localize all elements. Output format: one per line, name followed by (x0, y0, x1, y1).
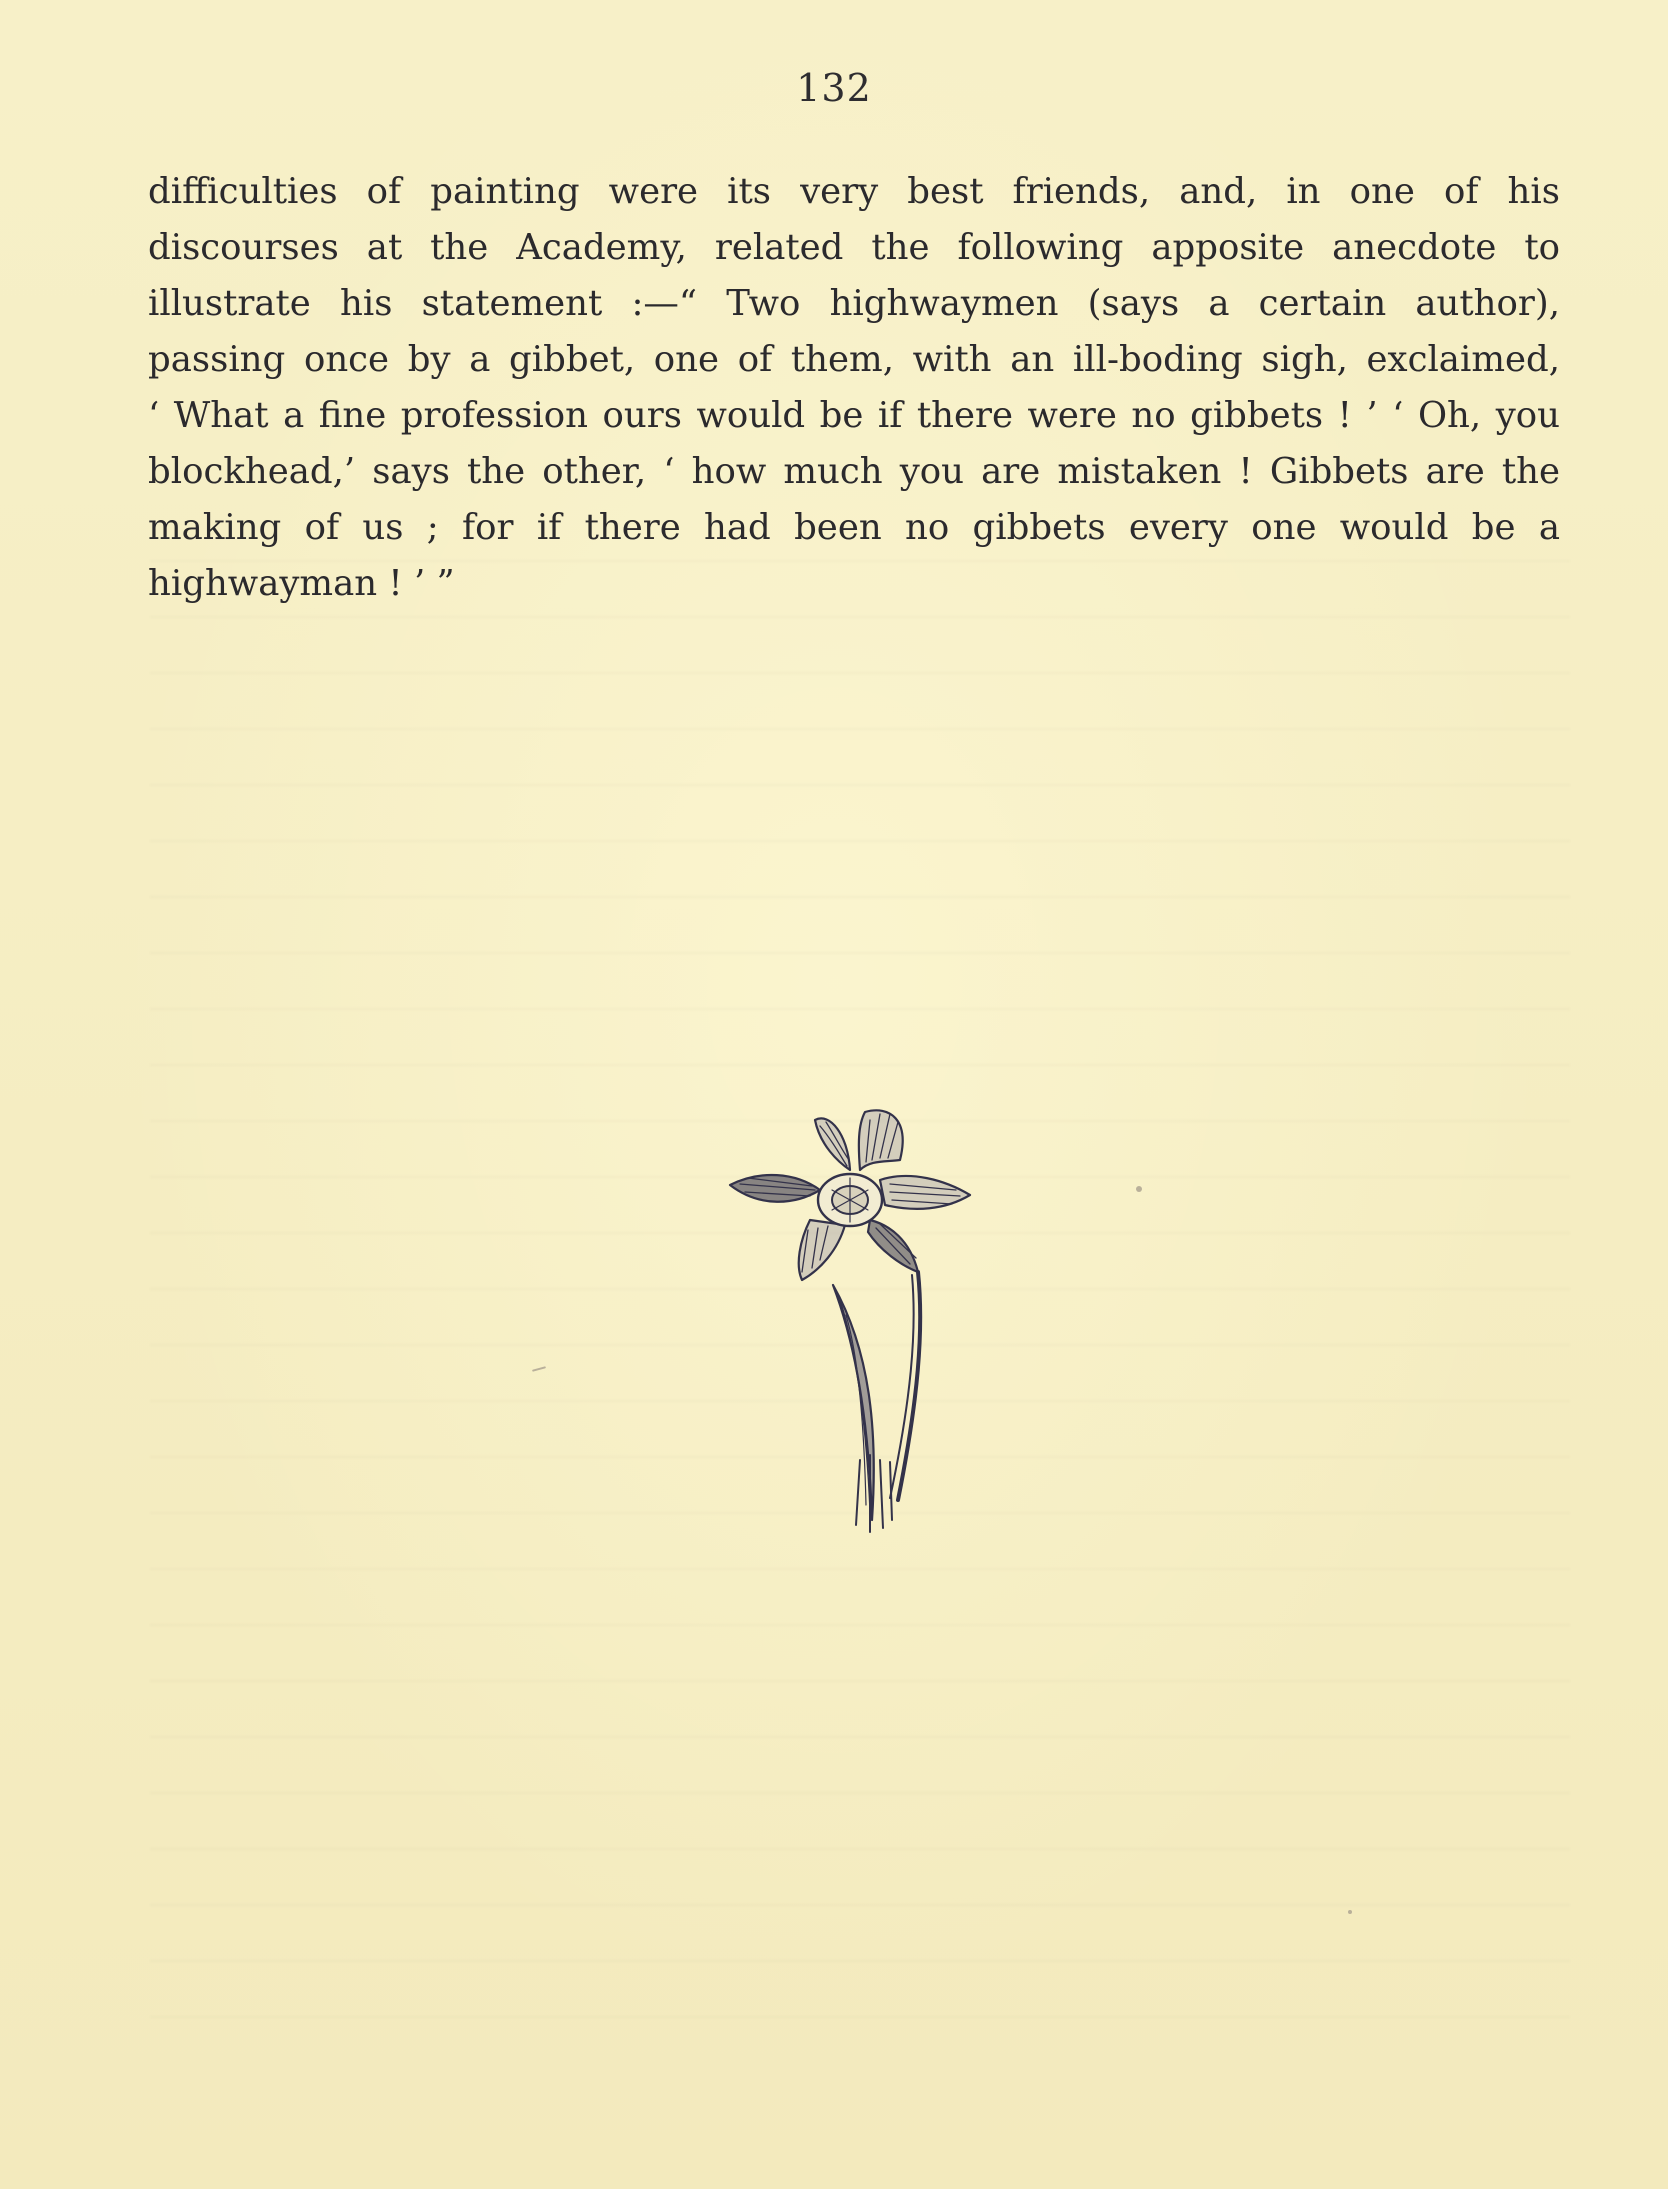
text-line: discourses at the Academy, related the following apposite anecdote to (148, 227, 1560, 268)
narcissus-illustration (720, 1100, 980, 1540)
text-line: illustrate his statement :—“ Two highwaymen (says a certain author), (148, 283, 1560, 324)
flower-leaf (833, 1285, 874, 1520)
text-line: ‘ What a fine profession ours would be if there were no gibbets ! ’ ‘ Oh, you (148, 395, 1560, 436)
text-line: difficulties of painting were its very best friends, and, in one of his (148, 171, 1560, 212)
paper-speck (1348, 1910, 1352, 1914)
flower-petal (730, 1175, 820, 1202)
flower-petal (859, 1110, 903, 1170)
text-line: blockhead,’ says the other, ‘ how much you are mistaken ! Gibbets are the (148, 451, 1560, 492)
paper-speck (1136, 1186, 1142, 1192)
body-paragraph (148, 164, 1560, 612)
page-number: 132 (796, 66, 872, 110)
text-line: passing once by a gibbet, one of them, with an ill-boding sigh, exclaimed, (148, 339, 1560, 380)
text-line: highwayman ! ’ ” (148, 563, 455, 604)
text-line: making of us ; for if there had been no gibbets every one would be a (148, 507, 1560, 548)
